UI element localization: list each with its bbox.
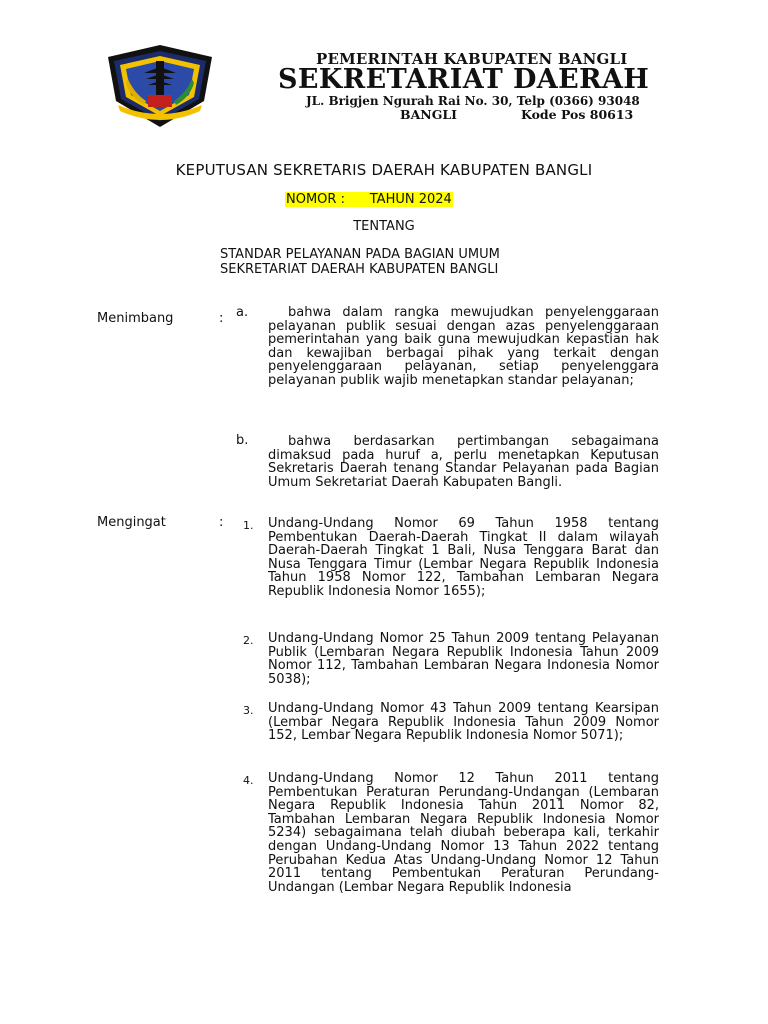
bangli-crest-icon bbox=[104, 43, 216, 129]
menimbang-item: bahwa dalam rangka mewujudkan penyelenggaraan pelayanan publik sesuai dengan azas penyelenggaraan pemerintahan yang baik guna mewujudkan kepastian hak dan kewajiban berbagai pihak yang terkait dengan penyelenggaraan pelayanan, setiap penyelenggara pelayanan publik wajib menetapkan standar pelayanan; bbox=[268, 305, 659, 388]
letterhead-government: PEMERINTAH KABUPATEN BANGLI bbox=[316, 50, 628, 68]
mengingat-marker: 2. bbox=[243, 634, 254, 647]
mengingat-colon: : bbox=[219, 515, 224, 530]
decree-subject bbox=[220, 247, 500, 277]
decree-number: NOMOR : TAHUN 2024 bbox=[286, 192, 452, 207]
mengingat-item: Undang-Undang Nomor 12 Tahun 2011 tentang Pembentukan Peraturan Perundang-Undangan (Lembaran Negara Republik Indonesia Tahun 2011 Nomor 82, Tambahan Lembaran Negara Republik Indonesia Nomor 5234) sebagaimana telah diubah beberapa kali, terkahir dengan Undang-Undang Nomor 13 Tahun 2022 tentang Perubahan Kedua Atas Undang-Undang Nomor 12 Tahun 2011 tentang Pembentukan Peraturan Perundang-Undangan (Lembar Negara Republik Indonesia bbox=[268, 771, 659, 895]
letterhead-postal-code: Kode Pos 80613 bbox=[521, 107, 634, 122]
menimbang-item: bahwa berdasarkan pertimbangan sebagaimana dimaksud pada huruf a, perlu menetapkan Keputusan Sekretaris Daerah tenang Standar Pelayanan pada Bagian Umum Sekretariat Daerah Kabupaten Bangli. bbox=[268, 434, 659, 490]
mengingat-label: Mengingat bbox=[97, 515, 166, 530]
mengingat-marker: 3. bbox=[243, 704, 254, 717]
decree-tentang: TENTANG bbox=[353, 219, 415, 234]
menimbang-colon: : bbox=[219, 311, 224, 326]
mengingat-item: Undang-Undang Nomor 69 Tahun 1958 tentang Pembentukan Daerah-Daerah Tingkat II dalam wilayah Daerah-Daerah Tingkat 1 Bali, Nusa Tenggara Barat dan Nusa Tenggara Timur (Lembar Negara Republik Indonesia Tahun 1958 Nomor 122, Tambahan Lembaran Negara Republik Indonesia Nomor 1655); bbox=[268, 516, 659, 599]
menimbang-label: Menimbang bbox=[97, 311, 174, 326]
decree-subject-line: STANDAR PELAYANAN PADA BAGIAN UMUM bbox=[220, 247, 500, 262]
menimbang-marker: a. bbox=[236, 305, 249, 320]
menimbang-marker: b. bbox=[236, 433, 249, 448]
letterhead-city: BANGLI bbox=[400, 107, 458, 122]
mengingat-item: Undang-Undang Nomor 43 Tahun 2009 tentang Kearsipan (Lembar Negara Republik Indonesia Tahun 2009 Nomor 152, Lembar Negara Republik Indonesia Nomor 5071); bbox=[268, 701, 659, 744]
letterhead bbox=[0, 0, 768, 140]
mengingat-marker: 1. bbox=[243, 519, 254, 532]
letterhead-office: SEKRETARIAT DAERAH bbox=[278, 64, 650, 95]
decree-subject-line: SEKRETARIAT DAERAH KABUPATEN BANGLI bbox=[220, 262, 499, 277]
decree-title: KEPUTUSAN SEKRETARIS DAERAH KABUPATEN BANGLI bbox=[175, 161, 593, 179]
letterhead-address: JL. Brigjen Ngurah Rai No. 30, Telp (0366) 93048 bbox=[306, 94, 640, 108]
mengingat-marker: 4. bbox=[243, 774, 254, 787]
mengingat-item: Undang-Undang Nomor 25 Tahun 2009 tentang Pelayanan Publik (Lembaran Negara Republik Indonesia Tahun 2009 Nomor 112, Tambahan Lembaran Negara Indonesia Nomor 5038); bbox=[268, 631, 659, 687]
